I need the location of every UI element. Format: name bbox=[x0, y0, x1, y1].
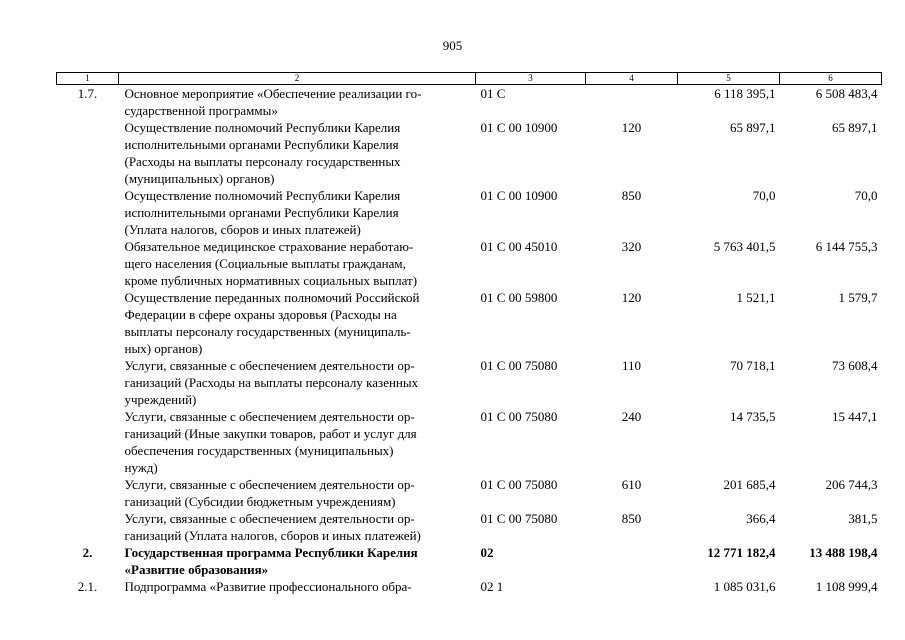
row-name: Подпрограмма «Развитие профессионального обра- bbox=[124, 579, 412, 594]
row-number: 1.7. bbox=[77, 86, 98, 101]
row-code: 01 С 00 75080 bbox=[480, 409, 558, 424]
header-cell: 2 bbox=[119, 73, 476, 85]
row-amount-year2: 65 897,1 bbox=[832, 120, 878, 135]
row-amount-year2: 1 579,7 bbox=[838, 290, 878, 305]
row-name: Осуществление полномочий Республики Карелия исполнительными органами Республики Карелия (Расходы на выплаты персоналу государственных (муниципальных) органов) bbox=[124, 120, 401, 186]
table-row bbox=[57, 238, 882, 289]
table-row bbox=[57, 510, 882, 544]
row-amount-year2: 1 108 999,4 bbox=[815, 579, 878, 594]
row-amount-year2: 6 144 755,3 bbox=[815, 239, 878, 254]
row-amount-year2: 70,0 bbox=[854, 188, 878, 203]
row-code: 01 С 00 75080 bbox=[480, 511, 558, 526]
row-expense-type: 120 bbox=[621, 290, 642, 305]
table-row bbox=[57, 408, 882, 476]
table-body bbox=[57, 85, 882, 596]
row-amount-year1: 14 735,5 bbox=[730, 409, 776, 424]
row-number bbox=[57, 510, 119, 544]
row-amount-year1: 12 771 182,4 bbox=[707, 545, 776, 560]
row-amount-year1: 70 718,1 bbox=[730, 358, 776, 373]
row-expense-type: 110 bbox=[621, 358, 642, 373]
row-number bbox=[57, 357, 119, 408]
row-amount-year2: 73 608,4 bbox=[832, 358, 878, 373]
row-code: 01 С 00 45010 bbox=[480, 239, 558, 254]
page-number: 905 bbox=[442, 38, 463, 53]
row-code: 01 С 00 10900 bbox=[480, 120, 558, 135]
row-expense-type: 850 bbox=[621, 511, 642, 526]
row-amount-year2: 13 488 198,4 bbox=[809, 545, 878, 560]
row-code: 01 С 00 75080 bbox=[480, 358, 558, 373]
row-code: 01 С 00 59800 bbox=[480, 290, 558, 305]
row-name: Осуществление переданных полномочий Российской Федерации в сфере охраны здоровья (Расходы на выплаты персоналу государственных (муниципаль- ных) органов) bbox=[124, 290, 420, 356]
row-name: Услуги, связанные с обеспечением деятельности ор- ганизаций (Субсидии бюджетным учреждениям) bbox=[124, 477, 415, 509]
row-name: Государственная программа Республики Карелия «Развитие образования» bbox=[124, 545, 418, 577]
row-code: 02 1 bbox=[480, 579, 504, 594]
row-number: 2.1. bbox=[77, 579, 98, 594]
row-number bbox=[57, 119, 119, 187]
row-code: 02 bbox=[480, 545, 494, 560]
header-cell: 6 bbox=[780, 73, 882, 85]
table-row bbox=[57, 357, 882, 408]
row-amount-year1: 65 897,1 bbox=[730, 120, 776, 135]
header-cell: 3 bbox=[476, 73, 586, 85]
table-row bbox=[57, 476, 882, 510]
row-expense-type: 240 bbox=[621, 409, 642, 424]
table-row bbox=[57, 289, 882, 357]
row-amount-year1: 6 118 395,1 bbox=[714, 86, 776, 101]
row-expense-type: 120 bbox=[621, 120, 642, 135]
row-name: Услуги, связанные с обеспечением деятельности ор- ганизаций (Расходы на выплаты персоналу казенных учреждений) bbox=[124, 358, 419, 407]
column-number-header bbox=[57, 73, 882, 85]
row-name: Осуществление полномочий Республики Карелия исполнительными органами Республики Карелия (Уплата налогов, сборов и иных платежей) bbox=[124, 188, 401, 237]
row-expense-type bbox=[586, 578, 678, 595]
row-amount-year1: 1 085 031,6 bbox=[713, 579, 776, 594]
row-amount-year1: 70,0 bbox=[752, 188, 776, 203]
header-cell: 5 bbox=[678, 73, 780, 85]
row-amount-year1: 366,4 bbox=[746, 511, 776, 526]
row-number bbox=[57, 476, 119, 510]
row-number bbox=[57, 408, 119, 476]
row-code: 01 С 00 75080 bbox=[480, 477, 558, 492]
row-amount-year1: 5 763 401,5 bbox=[713, 239, 776, 254]
row-amount-year1: 201 685,4 bbox=[723, 477, 776, 492]
row-amount-year2: 6 508 483,4 bbox=[815, 86, 878, 101]
table-row bbox=[57, 119, 882, 187]
row-number bbox=[57, 187, 119, 238]
table-row bbox=[57, 187, 882, 238]
row-expense-type bbox=[586, 544, 678, 578]
table-row bbox=[57, 578, 882, 595]
row-code: 01 С 00 10900 bbox=[480, 188, 558, 203]
table-row bbox=[57, 544, 882, 578]
row-number: 2. bbox=[82, 545, 93, 560]
row-name: Основное мероприятие «Обеспечение реализации го- сударственной программы» bbox=[124, 86, 422, 118]
row-number bbox=[57, 289, 119, 357]
header-cell: 4 bbox=[586, 73, 678, 85]
table-row bbox=[57, 85, 882, 120]
budget-table bbox=[56, 72, 882, 595]
row-amount-year2: 15 447,1 bbox=[832, 409, 878, 424]
row-name: Услуги, связанные с обеспечением деятельности ор- ганизаций (Иные закупки товаров, работ и услуг для обеспечения государственных (муниципальных) нужд) bbox=[124, 409, 417, 475]
row-code: 01 С bbox=[480, 86, 506, 101]
header-cell: 1 bbox=[57, 73, 119, 85]
row-amount-year2: 381,5 bbox=[848, 511, 878, 526]
row-name: Услуги, связанные с обеспечением деятельности ор- ганизаций (Уплата налогов, сборов и иных платежей) bbox=[124, 511, 421, 543]
row-amount-year1: 1 521,1 bbox=[736, 290, 776, 305]
row-number bbox=[57, 238, 119, 289]
row-amount-year2: 206 744,3 bbox=[825, 477, 878, 492]
row-expense-type bbox=[586, 85, 678, 120]
row-expense-type: 610 bbox=[621, 477, 642, 492]
row-expense-type: 320 bbox=[621, 239, 642, 254]
row-expense-type: 850 bbox=[621, 188, 642, 203]
row-name: Обязательное медицинское страхование неработаю- щего населения (Социальные выплаты гражданам, кроме публичных нормативных социальных выплат) bbox=[124, 239, 418, 288]
